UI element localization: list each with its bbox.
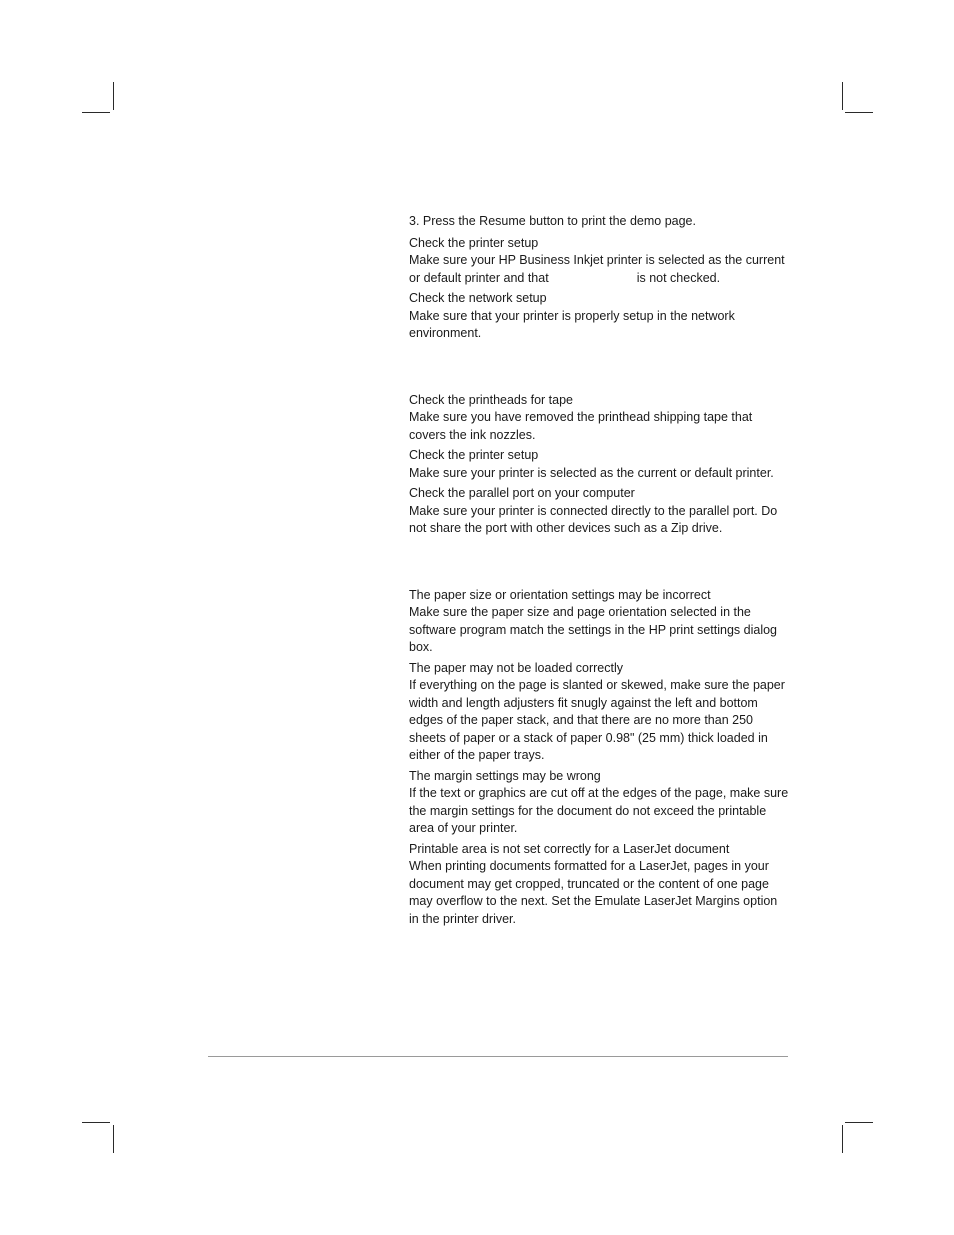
heading-parallel-port: Check the parallel port on your computer xyxy=(409,486,635,500)
heading-printer-setup: Check the printer setup xyxy=(409,235,539,250)
heading-printable-area: Printable area is not set correctly for a LaserJet document xyxy=(409,841,730,856)
heading-paper-size: The paper size or orientation settings may be incorrect xyxy=(409,587,711,602)
body-printer-setup-2: Make sure your printer is selected as the current or default printer. xyxy=(409,465,774,480)
heading-network-setup: Check the network setup xyxy=(409,291,547,305)
heading-printheads-tape: Check the printheads for tape xyxy=(409,392,573,407)
body-printheads-tape: Make sure you have removed the printhead shipping tape that covers the ink nozzles. xyxy=(409,410,753,442)
section-printer-network xyxy=(409,235,789,343)
heading-paper-loaded: The paper may not be loaded correctly xyxy=(409,660,624,675)
crop-mark-top-left-v xyxy=(113,82,114,110)
crop-mark-top-right-h xyxy=(845,112,873,113)
step-3: 3. Press the Resume button to print the demo page. xyxy=(409,214,696,228)
body-printable-area: When printing documents formatted for a LaserJet, pages in your document may get cropped, truncated or the content of one page may overflow to the next. Set the Emulate LaserJet Margins option in the printer driver. xyxy=(409,859,778,926)
body-network-setup: Make sure that your printer is properly setup in the network environment. xyxy=(409,308,735,340)
body-paper-loaded: If everything on the page is slanted or skewed, make sure the paper width and length adjusters fit snugly against the left and bottom edges of the paper stack, and that there are no more than 250 sheets of paper or a stack of paper 0.98" (25 mm) thick loaded in either of the paper trays. xyxy=(409,678,785,762)
crop-mark-bottom-right-v xyxy=(842,1125,843,1153)
heading-printer-setup-2: Check the printer setup xyxy=(409,448,539,462)
crop-mark-top-left-h xyxy=(82,112,110,113)
crop-mark-top-right-v xyxy=(842,82,843,110)
body-paper-size: Make sure the paper size and page orientation selected in the software program match the settings in the HP print settings dialog box. xyxy=(409,605,778,654)
section-paper-margins xyxy=(409,587,789,929)
crop-mark-bottom-left-v xyxy=(113,1125,114,1153)
crop-mark-bottom-left-h xyxy=(82,1122,110,1123)
body-parallel-port: Make sure your printer is connected directly to the parallel port. Do not share the port with other devices such as a Zip drive. xyxy=(409,503,778,535)
body-printer-setup: Make sure your HP Business Inkjet printer is selected as the current or default printer and that is not checked. xyxy=(409,253,785,285)
heading-margin-settings: The margin settings may be wrong xyxy=(409,768,601,783)
page-content xyxy=(409,213,789,931)
section-printheads-port xyxy=(409,392,789,538)
footer-rule xyxy=(208,1056,788,1057)
body-margin-settings: If the text or graphics are cut off at the edges of the page, make sure the margin settings for the document do not exceed the printable area of your printer. xyxy=(409,786,789,835)
crop-mark-bottom-right-h xyxy=(845,1122,873,1123)
